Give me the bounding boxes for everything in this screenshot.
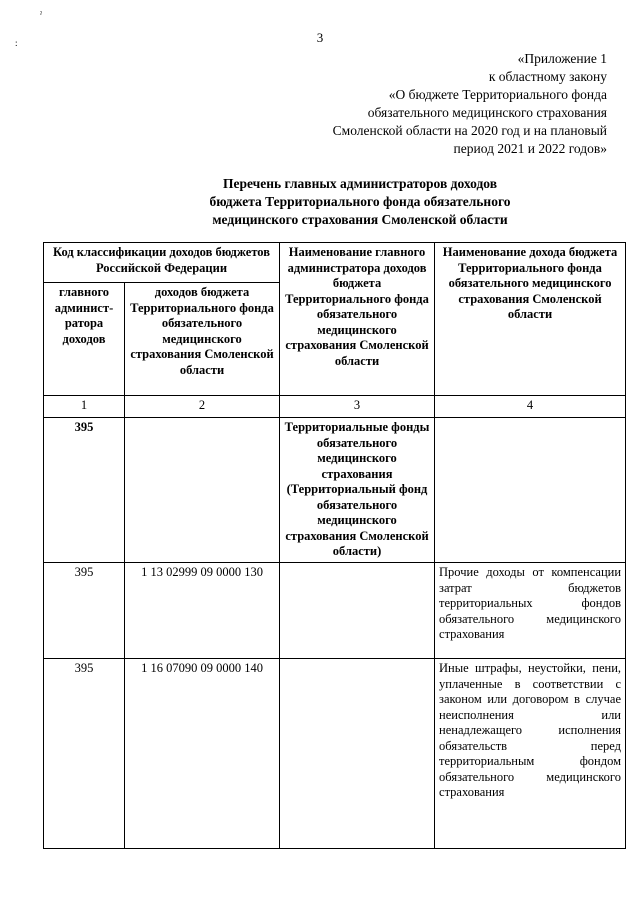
appendix-line: «О бюджете Территориального фонда xyxy=(388,87,607,102)
scan-mark: ˀ xyxy=(40,10,42,19)
col3-header-cell: Наименование главного администратора доходов бюджета Территориального фонда обязательного медицинского страхования Смоленской области xyxy=(280,243,435,396)
income-code-cell: 1 13 02999 09 0000 130 xyxy=(125,563,280,659)
administrators-table xyxy=(43,242,626,849)
appendix-line: период 2021 и 2022 годов» xyxy=(453,141,607,156)
column-number: 1 xyxy=(44,396,125,418)
admin-name-cell: Территориальные фонды обязательного медицинского страхования (Территориальный фонд обязательного медицинского страхования Смоленской области) xyxy=(280,418,435,563)
page-number: 3 xyxy=(316,30,324,45)
income-name-cell xyxy=(435,418,626,563)
col4-header-cell: Наименование дохода бюджета Территориального фонда обязательного медицинского страхования Смоленской области xyxy=(435,243,626,396)
title-line: Перечень главных администраторов доходов xyxy=(222,176,498,191)
col2-header-cell: доходов бюджета Территориального фонда обязательного медицинского страхования Смоленской области xyxy=(125,283,280,396)
admin-code-cell: 395 xyxy=(44,418,125,563)
income-name-cell: Прочие доходы от компенсации затрат бюджетов территориальных фондов обязательного медицинского страхования xyxy=(435,563,626,659)
column-number: 2 xyxy=(125,396,280,418)
admin-code-cell: 395 xyxy=(44,659,125,849)
income-code-cell xyxy=(125,418,280,563)
column-number: 3 xyxy=(280,396,435,418)
column-numbers-row xyxy=(44,396,626,418)
table-row xyxy=(44,418,626,563)
appendix-line: «Приложение 1 xyxy=(517,51,607,66)
scan-mark: : xyxy=(15,38,18,48)
admin-name-cell xyxy=(280,563,435,659)
table-row xyxy=(44,659,626,849)
col1-header-cell: главного админист-ратора доходов xyxy=(44,283,125,396)
income-code-cell: 1 16 07090 09 0000 140 xyxy=(125,659,280,849)
document-title xyxy=(0,175,640,229)
title-line: бюджета Территориального фонда обязательного xyxy=(209,194,511,209)
appendix-line: к областному закону xyxy=(488,69,607,84)
table-row xyxy=(44,563,626,659)
appendix-line: обязательного медицинского страхования xyxy=(367,105,607,120)
appendix-line: Смоленской области на 2020 год и на плановый xyxy=(332,123,607,138)
group-header-cell: Код классификации доходов бюджетов Российской Федерации xyxy=(44,243,280,283)
title-line: медицинского страхования Смоленской области xyxy=(212,212,508,227)
column-number: 4 xyxy=(435,396,626,418)
income-name-cell: Иные штрафы, неустойки, пени, уплаченные в соответствии с законом или договором в случае неисполнения или ненадлежащего исполнения обязательств перед территориальным фондом обязательного медицинского страхования xyxy=(435,659,626,849)
admin-name-cell xyxy=(280,659,435,849)
appendix-header xyxy=(267,50,607,158)
admin-code-cell: 395 xyxy=(44,563,125,659)
